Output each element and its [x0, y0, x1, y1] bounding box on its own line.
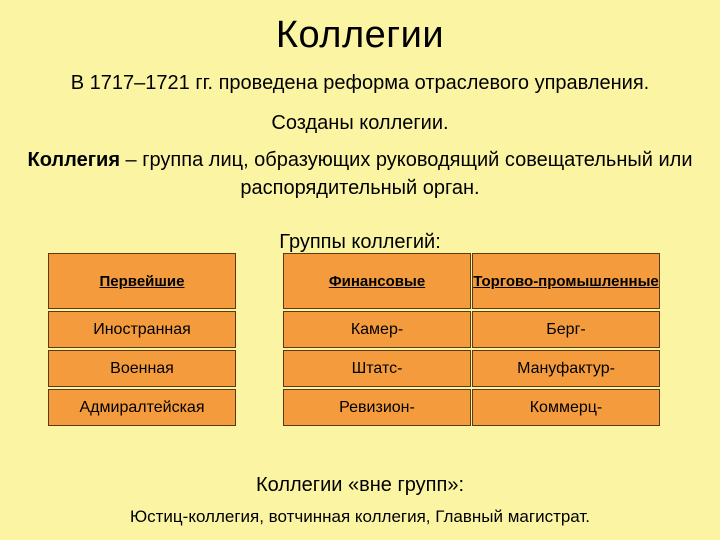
slide-title: Коллегии: [275, 14, 445, 56]
definition-term: Коллегия: [27, 149, 120, 171]
outside-groups-heading: Коллегии «вне групп»:: [256, 474, 464, 496]
group-header: Финансовые: [283, 253, 471, 309]
group-header: Торгово-промышленные: [472, 253, 660, 309]
group-item: Ревизион-: [283, 389, 471, 426]
intro-text: В 1717–1721 гг. проведена реформа отраслевого управления.: [70, 72, 650, 94]
created-text: Созданы коллегии.: [271, 112, 449, 134]
definition-body: – группа лиц, образующих руководящий совещательный или распорядительный орган.: [120, 149, 693, 199]
group-column-trade: [472, 253, 660, 428]
group-item: Коммерц-: [472, 389, 660, 426]
group-item: Военная: [48, 350, 236, 387]
groups-heading: Группы коллегий:: [279, 231, 441, 253]
group-header: Первейшие: [48, 253, 236, 309]
group-item: Берг-: [472, 311, 660, 348]
definition-text: [0, 146, 720, 202]
group-item: Штатс-: [283, 350, 471, 387]
group-column-first: [48, 253, 236, 428]
outside-groups-list: Юстиц-коллегия, вотчинная коллегия, Главный магистрат.: [129, 507, 591, 526]
group-item: Иностранная: [48, 311, 236, 348]
group-item: Камер-: [283, 311, 471, 348]
group-column-financial: [283, 253, 471, 428]
group-item: Адмиралтейская: [48, 389, 236, 426]
group-item: Мануфактур-: [472, 350, 660, 387]
